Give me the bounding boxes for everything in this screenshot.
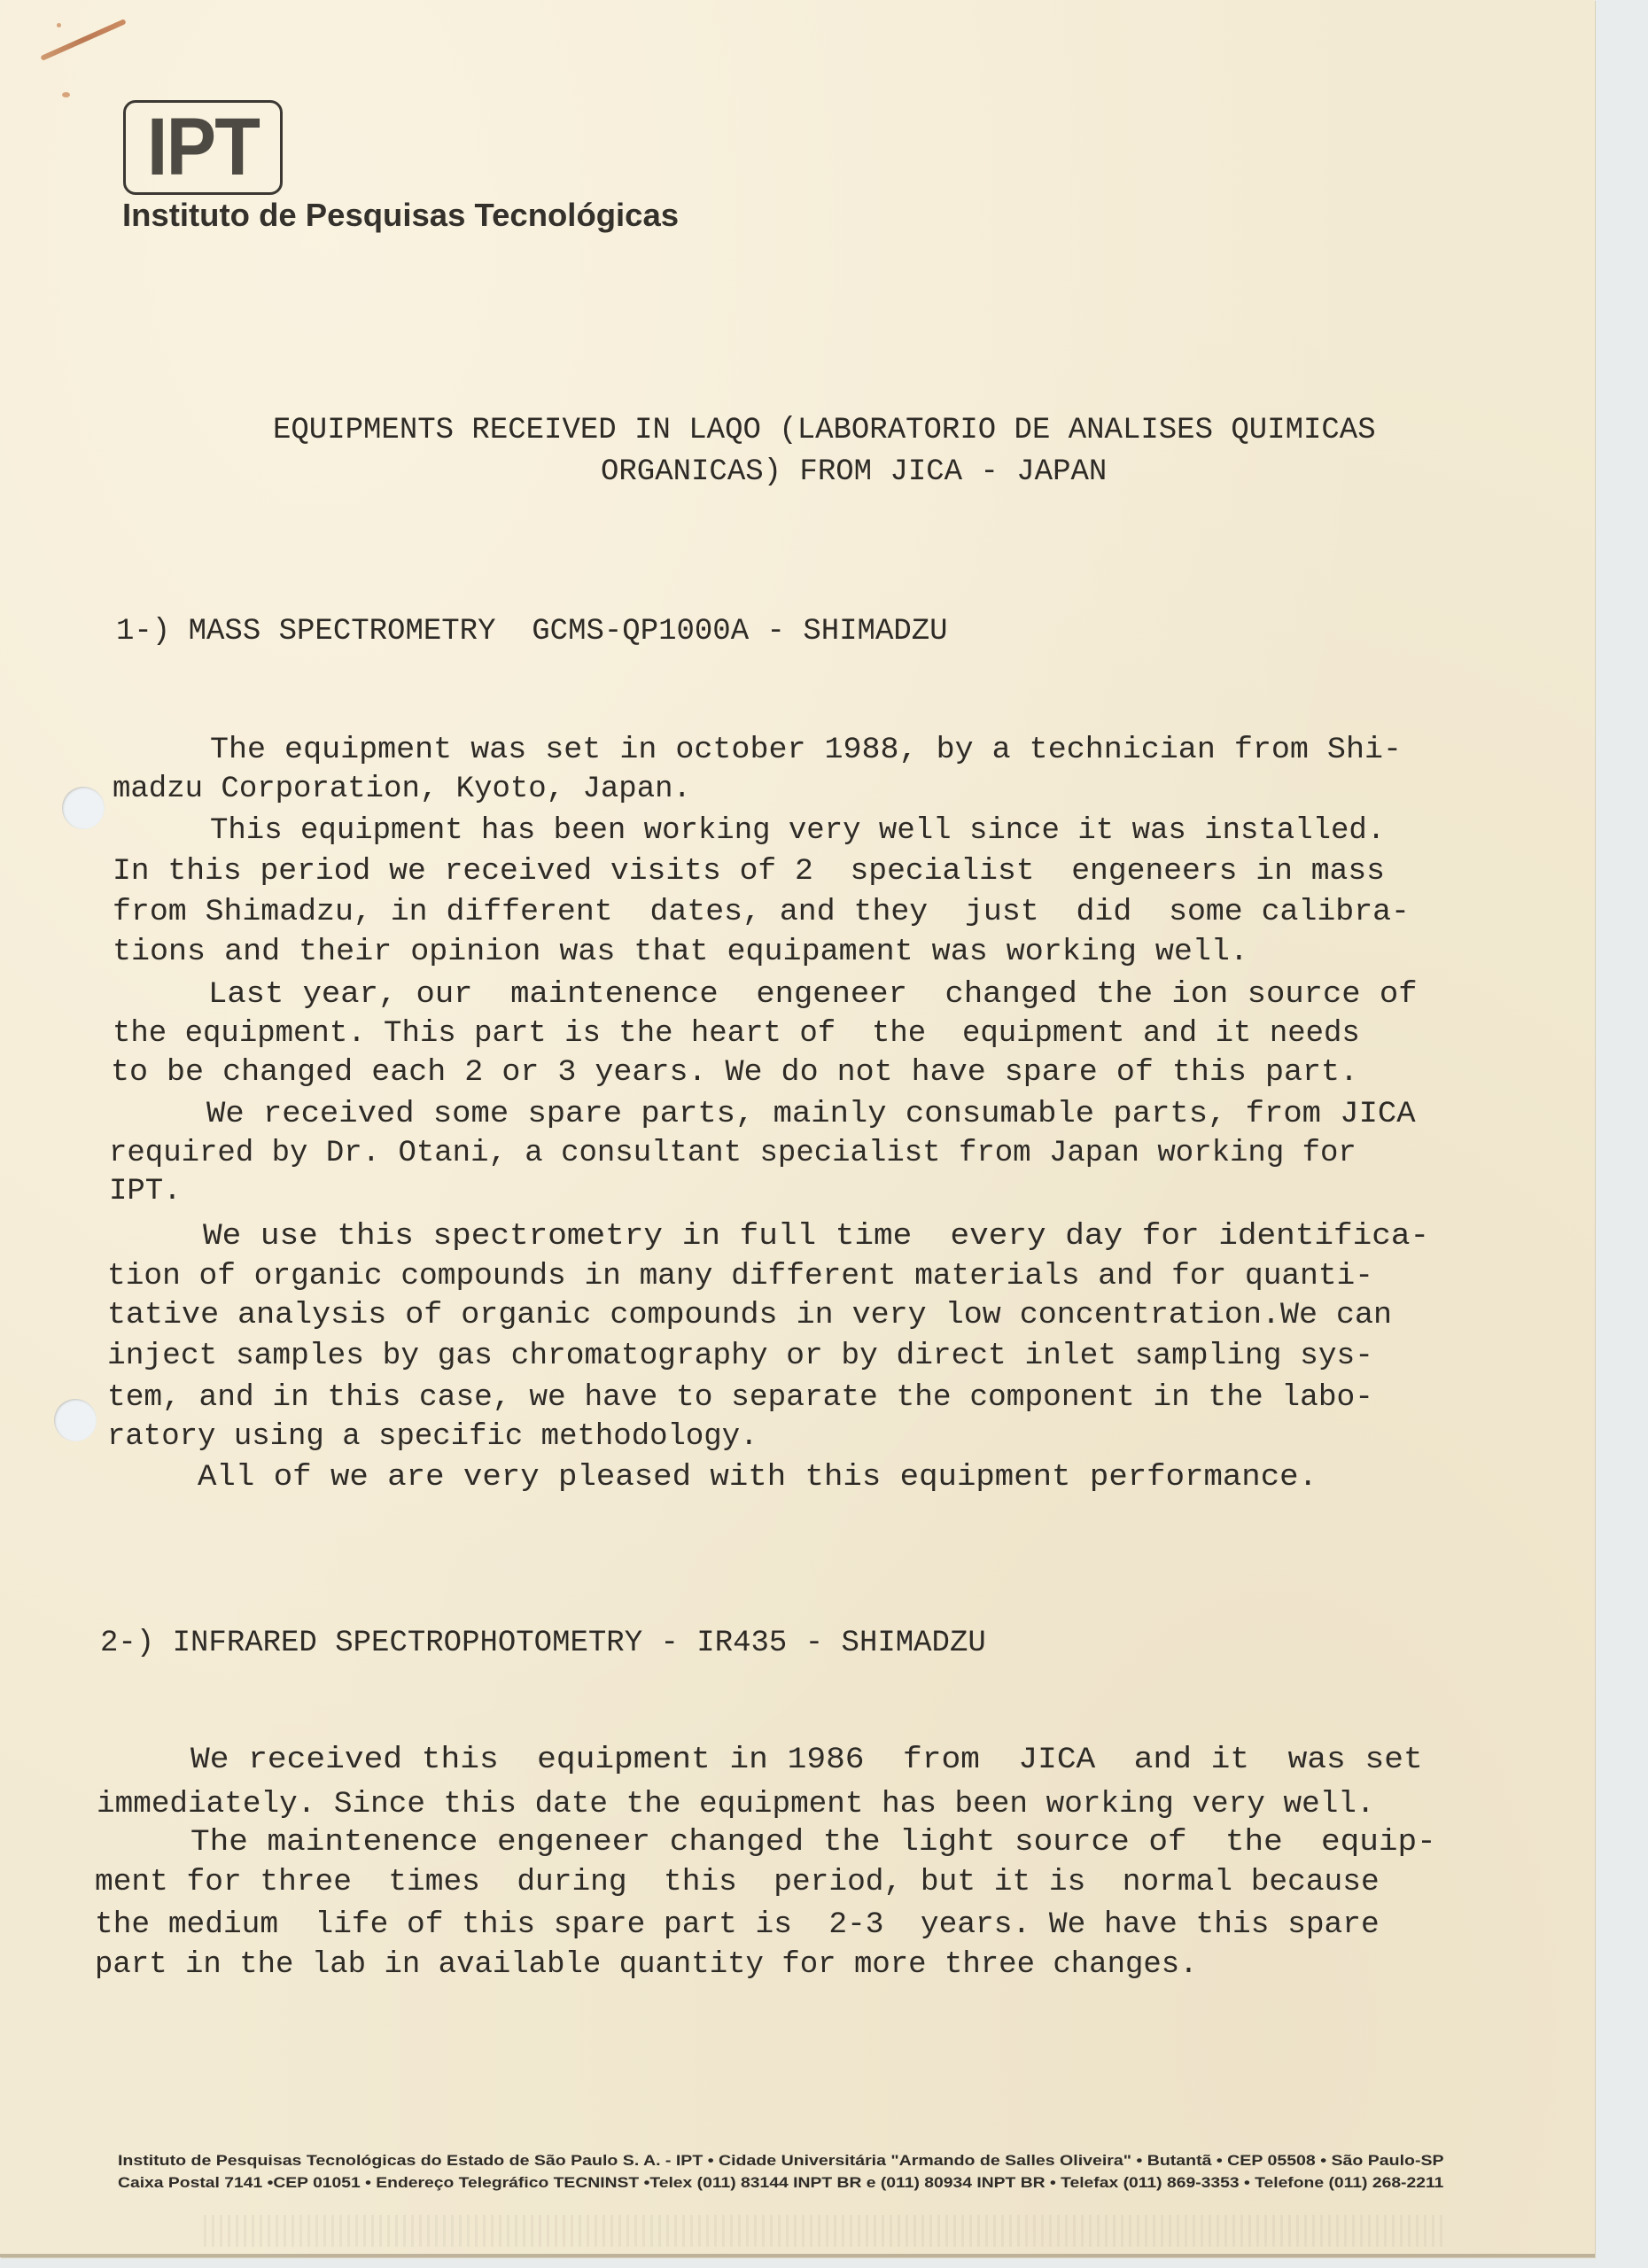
rust-spot [62,92,70,97]
rust-spot [57,23,61,27]
document-title-line-1: EQUIPMENTS RECEIVED IN LAQO (LABORATORIO DE ANALISES QUIMICAS [273,414,1376,447]
punch-hole [62,787,105,829]
body-line: IPT. [109,1175,182,1208]
footer-address-line-1: Instituto de Pesquisas Tecnológicas do Estado de São Paulo S. A. - IPT • Cidade Universitária "Armando de Salles Oliveira" • Butantã • CEP 05508 • São Paulo-SP [118,2153,1444,2169]
document-title-line-2: ORGANICAS) FROM JICA - JAPAN [601,455,1108,489]
body-line: The equipment was set in october 1988, by a technician from Shi- [210,734,1402,767]
paper-smudge [204,2215,1444,2247]
paper-bottom-edge [0,2254,1595,2257]
body-line: We received this equipment in 1986 from JICA and it was set [190,1744,1423,1777]
body-line: This equipment has been working very well since it was installed. [210,814,1386,848]
body-line: immediately. Since this date the equipment has been working very well. [97,1788,1375,1821]
body-line: tative analysis of organic compounds in very low concentration.We can [107,1299,1393,1332]
body-line: tion of organic compounds in many different materials and for quanti- [107,1260,1373,1293]
section-1-heading: 1-) MASS SPECTROMETRY GCMS-QP1000A - SHIMADZU [116,615,948,649]
staple-rust-mark [40,19,126,61]
body-line: the equipment. This part is the heart of the equipment and it needs [113,1017,1360,1051]
body-line: ratory using a specific methodology. [107,1420,758,1454]
ipt-logo [123,100,283,195]
body-line: required by Dr. Otani, a consultant specialist from Japan working for [109,1137,1356,1170]
logo-text: IPT [146,102,260,192]
body-line: In this period we received visits of 2 specialist engeneers in mass [113,855,1386,889]
body-line: ment for three times during this period, but it is normal because [95,1866,1380,1899]
body-line: Last year, our maintenence engeneer changed the ion source of [208,978,1418,1012]
body-line: inject samples by gas chromatography or by direct inlet sampling sys- [107,1340,1373,1373]
section-2-heading: 2-) INFRARED SPECTROPHOTOMETRY - IR435 - SHIMADZU [100,1627,986,1660]
body-line: All of we are very pleased with this equipment performance. [198,1461,1318,1495]
body-line: part in the lab in available quantity for more three changes. [95,1948,1198,1982]
body-line: We received some spare parts, mainly consumable parts, from JICA [206,1098,1416,1131]
body-line: The maintenence engeneer changed the light source of the equip- [190,1826,1436,1860]
body-line: to be changed each 2 or 3 years. We do not have spare of this part. [111,1056,1359,1090]
institute-name: Instituto de Pesquisas Tecnológicas [122,197,680,233]
body-line: tem, and in this case, we have to separate the component in the labo- [107,1381,1373,1415]
body-line: the medium life of this spare part is 2-3 years. We have this spare [95,1908,1380,1942]
body-line: tions and their opinion was that equipament was working well. [113,936,1248,969]
footer-address-line-2: Caixa Postal 7141 •CEP 01051 • Endereço Telegráfico TECNINST •Telex (011) 83144 INPT BR e (011) 80934 INPT BR • Telefax (011) 869-3353 • Telefone (011) 268-2211 [118,2175,1444,2191]
body-line: We use this spectrometry in full time every day for identifica- [203,1220,1430,1254]
body-line: from Shimadzu, in different dates, and they just did some calibra- [113,896,1410,929]
punch-hole [54,1399,97,1441]
body-line: madzu Corporation, Kyoto, Japan. [113,773,691,806]
